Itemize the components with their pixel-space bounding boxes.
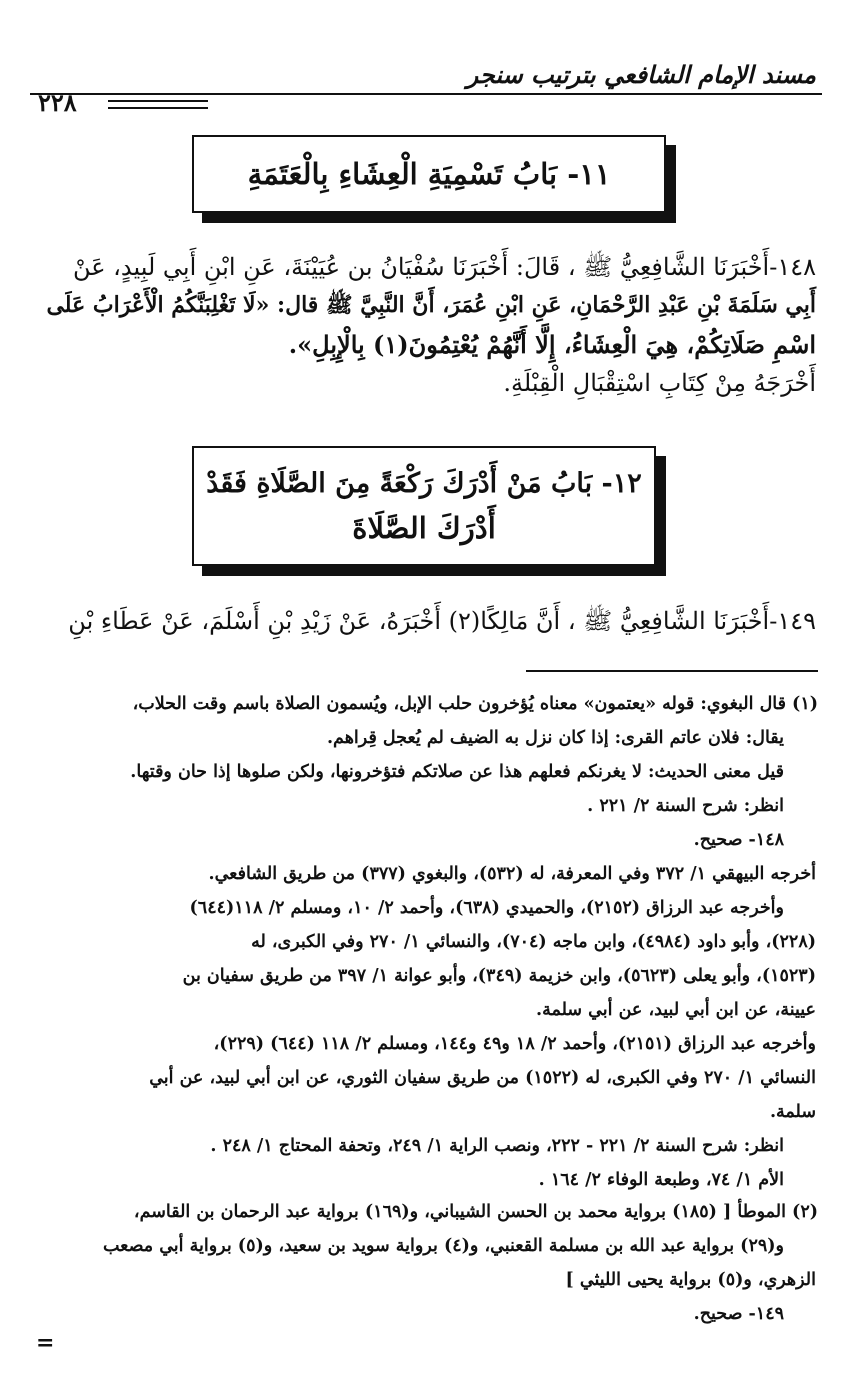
footnote-1-line: قيل معنى الحديث: لا يغرنكم فعلهم هذا عن صلاتكم فتؤخرونها، ولكن صلوها إذا حان وقتها. (130, 762, 784, 782)
footnote-1-line: قال البغوي: قوله «يعتمون» معناه يُؤخرون حلب الإبل، ويُسمون الصلاة باسم وقت الحلاب، (132, 694, 786, 714)
header-rule (30, 93, 822, 95)
footnote-separator (526, 670, 818, 672)
footnote-2-line: ١٤٩- صحيح. (693, 1304, 784, 1324)
footnote-1-line: النسائي ١/ ٢٧٠ وفي الكبرى، له (١٥٢٢) من طريق سفيان الثوري، عن ابن أبي لبيد، عن أبي (149, 1068, 816, 1088)
footnote-1-line: انظر: شرح السنة ٢/ ٢٢١ - ٢٢٢، ونصب الراية ١/ ٢٤٩، وتحفة المحتاج ١/ ٢٤٨ . (210, 1136, 784, 1156)
footnote-2-line: الموطأ [ (١٨٥) برواية محمد بن الحسن الشيباني، و(١٦٩) برواية عبد الرحمان بن القاسم، (133, 1202, 786, 1222)
footnote-1-line: أخرجه البيهقي ١/ ٣٧٢ وفي المعرفة، له (٥٣٢)، والبغوي (٣٧٧) من طريق الشافعي. (208, 864, 816, 884)
hadith-148-line-3: اسْمِ صَلَاتِكُمْ، هِيَ الْعِشَاءُ، إِلَّا أَنَّهُمْ يُعْتِمُونَ(١) بِالْإِبِلِ». (288, 330, 816, 359)
chapter-11-title: ١١- بَابُ تَسْمِيَةِ الْعِشَاءِ بِالْعَتَمَةِ (247, 157, 611, 191)
page-number-ornament-rule (108, 100, 208, 109)
footnote-2-marker: (٢) (792, 1202, 818, 1222)
footnote-1-line: (١٥٢٣)، وأبو يعلى (٥٦٢٣)، وابن خزيمة (٣٤٩)، وأبو عوانة ١/ ٣٩٧ من طريق سفيان بن (182, 966, 816, 986)
chapter-12-heading-box (192, 446, 656, 566)
footnote-1-line: انظر: شرح السنة ٢/ ٢٢١ . (587, 796, 784, 816)
footnote-1-line: يقال: فلان عاتم القرى: إذا كان نزل به الضيف لم يُعجل قِراهم. (326, 728, 784, 748)
continuation-mark: = (36, 1330, 55, 1356)
hadith-149-line-1: ١٤٩-أَخْبَرَنَا الشَّافِعِيُّ ﷺ ، أَنَّ مَالِكًا(٢) أَخْبَرَهُ، عَنْ زَيْدِ بْنِ أَسْلَمَ، عَنْ عَطَاءِ بْنِ (68, 607, 816, 635)
footnote-1-line: وأخرجه عبد الرزاق (٢١٥٢)، والحميدي (٦٣٨)، وأحمد ٢/ ١٠، ومسلم ٢/ ١١٨(٦٤٤) (189, 898, 784, 918)
page-number: ٢٢٨ (38, 88, 77, 117)
chapter-11-heading-box (192, 135, 666, 213)
footnote-1-marker: (١) (792, 694, 818, 714)
footnote-2-line: الزهري، و(٥) برواية يحيى الليثي ] (565, 1270, 816, 1290)
footnote-1-line: سلمة. (769, 1102, 816, 1122)
footnote-1-line: ١٤٨- صحيح. (693, 830, 784, 850)
footnote-1-line: الأم ١/ ٧٤، وطبعة الوفاء ٢/ ١٦٤ . (538, 1170, 784, 1190)
chapter-12-title-line-1: ١٢- بَابُ مَنْ أَدْرَكَ رَكْعَةً مِنَ الصَّلَاةِ فَقَدْ (206, 468, 642, 499)
hadith-148-line-2: أَبِي سَلَمَةَ بْنِ عَبْدِ الرَّحْمَانِ، عَنِ ابْنِ عُمَرَ، أَنَّ النَّبِيَّ ﷺ قال: «لَا تَغْلِبَنَّكُمُ الْأَعْرَابُ عَلَى (46, 292, 816, 318)
running-title: مسند الإمام الشافعي بترتيب سنجر (466, 60, 816, 89)
hadith-148-line-1: ١٤٨-أَخْبَرَنَا الشَّافِعِيُّ ﷺ ، قَالَ: أَخْبَرَنَا سُفْيَانُ بن عُيَيْنَةَ، عَنِ ابْنِ أَبِي لَبِيدٍ، عَنْ (72, 253, 816, 281)
footnote-1-line: (٢٢٨)، وأبو داود (٤٩٨٤)، وابن ماجه (٧٠٤)، والنسائي ١/ ٢٧٠ وفي الكبرى، له (251, 932, 816, 952)
chapter-12-title-line-2: أَدْرَكَ الصَّلَاةَ (352, 511, 496, 545)
footnote-2-line: و(٢٩) برواية عبد الله بن مسلمة القعنبي، و(٤) برواية سويد بن سعيد، و(٥) برواية أبي مصعب (102, 1236, 784, 1256)
footnote-1-line: عيينة، عن ابن أبي لبيد، عن أبي سلمة. (536, 1000, 816, 1020)
footnote-1-line: وأخرجه عبد الرزاق (٢١٥١)، وأحمد ٢/ ١٨ و٤٩ و١٤٤، ومسلم ٢/ ١١٨ (٦٤٤) (٢٢٩)، (213, 1034, 816, 1054)
hadith-148-source: أَخْرَجَهُ مِنْ كِتَابِ اسْتِقْبَالِ الْقِبْلَةِ. (503, 369, 816, 397)
